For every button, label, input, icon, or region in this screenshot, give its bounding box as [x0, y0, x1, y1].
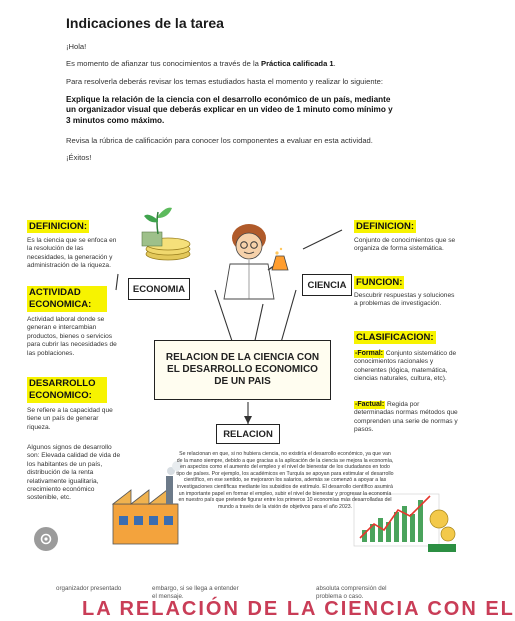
paragraph-4: Revisa la rúbrica de calificación para conocer los componentes a evaluar en esta actividad.: [66, 136, 373, 145]
closing: ¡Éxitos!: [66, 153, 92, 162]
funcion-text: Descubrir respuestas y soluciones a problemas de investigación.: [354, 292, 455, 308]
clasificacion-title: CLASIFICACION:: [356, 332, 434, 343]
strip-text-2a: embargo, si se llega a entender: [152, 585, 239, 592]
economia-box: ECONOMIA: [128, 278, 190, 300]
desarrollo-text: Se refiere a la capacidad que tiene un país de generar riqueza.: [27, 407, 113, 431]
banner-text: LA RELACIÓN DE LA CIENCIA CON EL: [82, 598, 515, 620]
factual-text: -Factual: Regida por determinadas normas métodos que comprenden una serie de normas y pasos.: [354, 401, 458, 434]
connector-money-economia: [116, 274, 118, 290]
right-def-title: DEFINICION:: [356, 221, 415, 232]
paragraph-2: Para resolverla deberás revisar los temas estudiados hasta el momento y realizar lo siguiente:: [66, 77, 383, 86]
task-title: Indicaciones de la tarea: [66, 15, 224, 31]
ciencia-box: CIENCIA: [302, 274, 352, 296]
funcion-title: FUNCION:: [356, 277, 403, 288]
bottom-banner: [40, 598, 515, 620]
strip-text-3a: absoluta comprensión del: [316, 585, 387, 592]
right-def-text: Conjunto de conocimientos que se organiza de forma sistemática.: [354, 237, 456, 253]
mindmap-image: [18, 194, 464, 584]
connector-def-ciencia: [303, 230, 342, 249]
visual-search-button[interactable]: [34, 527, 58, 551]
practice-link: Práctica calificada 1: [261, 59, 334, 68]
instruction-text: Explique la relación de la ciencia con el desarrollo económico de un país, mediante un organizador visual que deberás explicar en un video de 1 minuto como mínimo y 3 minutos como máximo.: [66, 95, 393, 125]
search-icon: [39, 532, 53, 546]
relacion-text: Se relacionan en que, si no hubiera ciencia, no existiría el desarrollo económico, ya que van de la mano siempre, debido a que gracias a la aplicación de la ciencia se mejora la economía, en aspectos como el aumento del empleo y el nivel de bienestar de los ciudadanos en todo tipo de países. Por ejemplo, los académicos en Turquía se apoyan para estimular el desarrollo científico, en ese sentido, se mejoraron los salarios, además se comenzó a apoyar a las investigaciones científicas mediante los subsidios de estímulo. El desarrollo científico asumirá un importante papel en formar el empleo, subir el nivel de bienestar y progresar la economía en nuestro país que pretende figurar entre los primeros 10 economías más desarrolladas del mundo a través de la visión de objetivos para el año 2023.: [176, 451, 394, 510]
task-instructions: [0, 0, 474, 192]
paragraph-1-end: .: [333, 59, 336, 68]
paragraph-1: [66, 59, 406, 69]
actividad-title: ACTIVIDAD ECONOMICA:: [27, 286, 107, 312]
connector-ciencia-center: [280, 290, 296, 346]
paragraph-1-text: Es momento de afianzar tus conocimientos a través de la: [66, 59, 262, 68]
strip-text-3b: problema o caso.: [316, 593, 364, 600]
plant-coins-icon: [142, 208, 190, 260]
formal-text: -Formal: Conjunto sistemático de conocimientos racionales y coherentes (lógica, matemática, ciencias naturales, cultura, etc).: [354, 350, 457, 383]
strip-text-1: organizador presentado: [56, 585, 122, 592]
greeting: ¡Hola!: [66, 42, 87, 51]
scientist-icon: [224, 224, 288, 299]
relacion-box: RELACION: [216, 424, 280, 444]
strip-text-2b: el mensaje.: [152, 593, 184, 600]
actividad-text: Actividad laboral donde se generan e intercambian productos, bienes o servicios para cubrir las necesidades de las poblaciones.: [27, 316, 117, 357]
signs-text: Algunos signos de desarrollo son: Elevada calidad de vida de los habitantes de un país, distribución de la renta relativamente igualitaria, crecimiento económico sostenible, etc.: [27, 444, 121, 502]
left-def-text: Es la ciencia que se enfoca en la resolución de las necesidades, la generación y administración de la riqueza.: [27, 237, 117, 270]
left-def-title: DEFINICION:: [29, 221, 88, 232]
central-topic-box: RELACION DE LA CIENCIA CON EL DESARROLLO ECONOMICO DE UN PAIS: [154, 340, 331, 400]
desarrollo-title: DESARROLLO ECONOMICO:: [27, 377, 107, 403]
